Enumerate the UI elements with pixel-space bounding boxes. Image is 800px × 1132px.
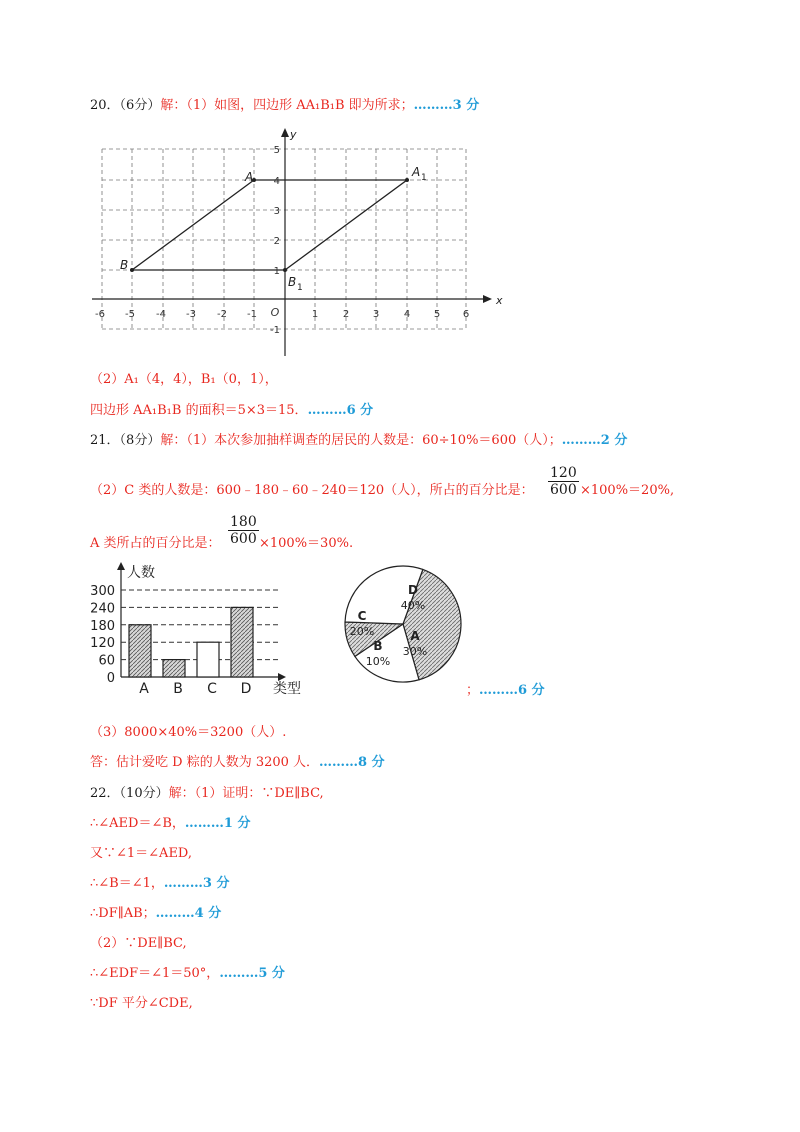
bar-y-tick-label: 0	[106, 671, 115, 686]
bar-c	[197, 642, 219, 677]
q22-step-text: ∴DF∥AB；	[90, 906, 156, 921]
q21-answer-text: 答：估计爱吃 D 粽的人数为 3200 人．	[90, 755, 320, 770]
q22-step-line	[90, 875, 229, 893]
y-tick-label: 2	[273, 236, 280, 247]
x-tick-label: -5	[125, 309, 135, 320]
q21-part3-line: （3）8000×40%＝3200（人）.	[90, 725, 287, 740]
point-label-b: B	[120, 258, 129, 272]
x-tick-label: 2	[342, 309, 350, 320]
pie-percent-label: 10%	[365, 655, 391, 668]
q20-area-line	[90, 402, 373, 420]
bar-chart	[85, 560, 315, 700]
point-label-b1: B	[288, 275, 297, 289]
q21-part2-line: （2）C 类的人数是：600﹣180﹣60﹣240＝120（人），所占的百分比是：	[90, 483, 534, 498]
q22-step-text: ∵DF 平分∠CDE,	[90, 996, 193, 1011]
fraction-numerator: 180	[230, 514, 257, 530]
bar-category-label: C	[207, 681, 217, 697]
origin-label: O	[270, 306, 280, 319]
q22-step-line	[90, 965, 285, 983]
q22-step-score: ………5 分	[219, 966, 285, 981]
x-tick-label: -1	[247, 309, 257, 320]
q22-header	[90, 785, 324, 803]
q22-part1-text: 解：（1）证明：∵DE∥BC,	[168, 786, 324, 801]
x-tick-label: -4	[156, 309, 166, 320]
q21-header	[90, 432, 627, 450]
fraction-denominator: 600	[230, 531, 257, 547]
q22-step-line	[90, 905, 221, 923]
bar-category-label: B	[173, 681, 183, 697]
q20-header	[90, 97, 479, 115]
q22-step-text: ∴∠B＝∠1，	[90, 876, 164, 891]
q21-part1-text: 解：（1）本次参加抽样调查的居民的人数是：60÷10%＝600（人）；	[160, 433, 562, 448]
bar-y-tick-label: 300	[90, 584, 115, 599]
pie-percent-label: 30%	[402, 645, 428, 658]
bar-chart-x-arrow	[278, 673, 286, 681]
bar-category-label: A	[139, 681, 149, 697]
q21-score-6: ………6 分	[479, 683, 545, 698]
y-tick-label: 4	[273, 176, 280, 187]
q21-chart-semicolon: ；	[466, 683, 480, 698]
pie-slice-label: B	[373, 639, 383, 653]
q22-step-text: 又∵∠1＝∠AED,	[90, 846, 193, 861]
q20-score-3: ………3 分	[413, 98, 480, 113]
pie-percent-label: 20%	[349, 625, 375, 638]
axes	[92, 132, 488, 356]
bar-y-tick-label: 60	[98, 653, 115, 669]
pie-chart	[340, 560, 470, 690]
q22-step-score: ………3 分	[163, 876, 230, 891]
pie-percent-label: 40%	[400, 599, 426, 612]
q22-step-line	[90, 845, 192, 863]
x-tick-label: 5	[433, 309, 441, 320]
pie-slice-label: D	[408, 583, 418, 597]
y-tick-label: 5	[273, 145, 280, 156]
bar-b	[163, 660, 185, 677]
pie-slice-label: A	[410, 629, 420, 643]
fraction-numerator: 120	[550, 465, 577, 481]
bar-category-label: D	[240, 681, 252, 697]
q20-number: 20．（6分）	[90, 98, 161, 113]
q22-step-text: ∴∠AED＝∠B，	[90, 816, 185, 831]
fraction-180-tail: ×100%＝30%.	[259, 536, 354, 551]
x-tick-label: -3	[186, 309, 196, 320]
q21-score-2: ………2 分	[561, 433, 628, 448]
q22-step-text: （2）∵DE∥BC,	[90, 936, 187, 951]
y-tick-label: 3	[273, 206, 280, 217]
x-tick-label: 6	[462, 309, 470, 320]
q21-score-8: ………8 分	[319, 755, 385, 770]
q22-step-score: ………4 分	[155, 906, 222, 921]
bar-chart-y-label: 人数	[127, 565, 155, 581]
bar-y-tick-label: 120	[90, 636, 115, 652]
fraction-120-600	[548, 465, 579, 498]
q22-number: 22．（10分）	[90, 786, 169, 801]
x-axis-label: x	[496, 294, 503, 307]
q20-part1-text: 解：（1）如图，四边形 AA₁B₁B 即为所求；	[160, 98, 414, 113]
vertex-dots	[130, 178, 409, 272]
y-tick-label: 1	[273, 266, 280, 277]
q21-chart-score-line	[466, 682, 545, 700]
q22-step-text: ∴∠EDF＝∠1＝50°，	[90, 966, 220, 981]
x-tick-label: -2	[217, 309, 227, 320]
bar-y-tick-label: 180	[90, 618, 115, 634]
q22-step-score: ………1 分	[184, 816, 251, 831]
x-tick-label: 1	[311, 309, 319, 320]
q22-step-line	[90, 815, 251, 833]
x-tick-label: 4	[403, 309, 411, 320]
q20-score-6: ………6 分	[307, 403, 374, 418]
q21-a-percent-line: A 类所占的百分比是：	[90, 536, 221, 551]
q20-area-text: 四边形 AA₁B₁B 的面积＝5×3＝15．	[90, 403, 308, 418]
q20-part2-coordinates: （2）A₁（4，4），B₁（0，1），	[90, 372, 278, 387]
q21-number: 21．（8分）	[90, 433, 161, 448]
bar-a	[129, 625, 151, 677]
point-label-a: A	[245, 170, 254, 184]
coordinate-grid-figure	[90, 128, 510, 358]
x-tick-label: 3	[372, 309, 380, 320]
q22-step-line	[90, 935, 187, 953]
q22-step-line	[90, 995, 193, 1013]
pie-slice-label: C	[357, 609, 367, 623]
bar-chart-y-arrow	[117, 562, 125, 570]
bar-y-tick-label: 240	[90, 601, 115, 617]
x-axis-arrow	[483, 295, 492, 303]
parallelogram-aa1b1b	[132, 180, 407, 270]
point-label-a1: A	[412, 165, 421, 179]
q21-answer-line	[90, 754, 385, 772]
y-axis-arrow	[281, 128, 289, 137]
fraction-120-tail: ×100%＝20%,	[580, 483, 675, 498]
fraction-180-600	[228, 514, 259, 547]
fraction-denominator: 600	[550, 482, 577, 498]
point-label-b1-subscript: 1	[297, 283, 303, 293]
y-tick-label: -1	[270, 325, 280, 336]
point-label-a1-subscript: 1	[421, 173, 427, 183]
y-axis-label: y	[290, 128, 297, 141]
bar-d	[231, 607, 253, 677]
x-tick-label: -6	[95, 309, 105, 320]
bar-chart-x-label: 类型	[273, 681, 301, 697]
